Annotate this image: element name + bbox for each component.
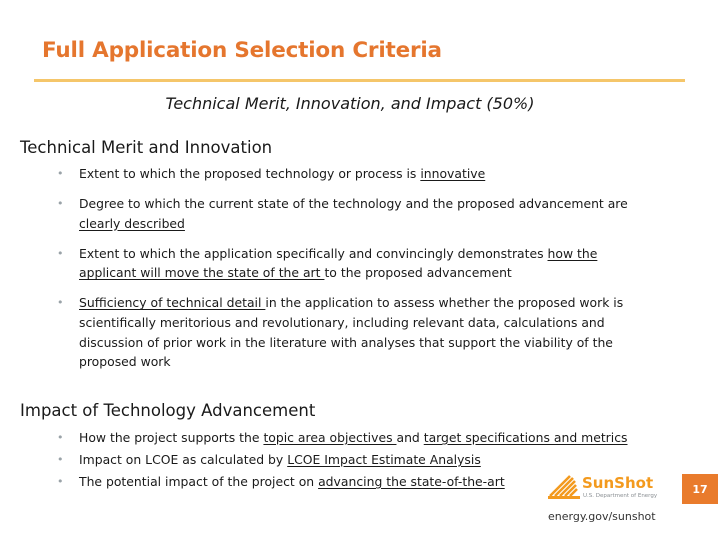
item-text-tail: in the application to assess whether the proposed work is scientifically meritorious and revolutionary, including relevant data, calculations and discussion of prior work in the literature with analyses that support the viability of the proposed work	[79, 295, 624, 370]
subtitle-text: Technical Merit, Innovation, and Impact (50%)	[165, 94, 535, 113]
item-underlined-text: Sufficiency of technical detail	[79, 295, 266, 311]
sun-rays-icon	[548, 476, 580, 499]
item-underlined-text: innovative	[420, 166, 486, 181]
bullet-icon: •	[57, 197, 64, 211]
list-item	[57, 293, 657, 371]
bullet-icon: •	[57, 167, 64, 180]
bullet-icon: •	[57, 431, 64, 444]
item-text: The potential impact of the project on	[79, 474, 319, 489]
item-underlined-text: how the applicant will move the state of the art	[79, 245, 598, 281]
footer-url: energy.gov/sunshot	[548, 510, 656, 523]
logo-wordmark: SunShot	[582, 474, 654, 492]
section-heading-impact: Impact of Technology Advancement	[20, 401, 316, 420]
list-item	[57, 244, 657, 283]
sunshot-logo	[548, 468, 663, 502]
list-item	[57, 194, 657, 233]
item-text: Extent to which the application specifically and convincingly demonstrates	[79, 245, 548, 261]
list-item	[57, 428, 677, 448]
item-text-tail: to the proposed advancement	[324, 265, 512, 281]
page-number-badge: 17	[682, 474, 718, 504]
item-text: How the project supports the	[79, 430, 264, 445]
item-text: Degree to which the current state of the technology and the proposed advancement are	[79, 196, 628, 212]
logo-tagline: U.S. Department of Energy	[583, 493, 658, 499]
sunshot-logo-icon	[548, 468, 663, 502]
list-item	[57, 450, 677, 470]
item-text-mid: and	[396, 430, 424, 445]
list-item	[57, 164, 657, 184]
item-underlined-text: advancing the state-of-the-art	[318, 474, 505, 489]
technical-merit-list	[57, 164, 657, 382]
bullet-icon: •	[57, 246, 64, 260]
slide-subtitle	[0, 94, 700, 113]
section-heading-technical-merit: Technical Merit and Innovation	[20, 138, 273, 157]
item-underlined-text-2: target specifications and metrics	[423, 430, 628, 445]
item-text: Impact on LCOE as calculated by	[79, 452, 288, 467]
item-underlined-text: clearly described	[79, 215, 185, 231]
bullet-icon: •	[57, 453, 64, 466]
bullet-icon: •	[57, 296, 64, 310]
item-underlined-text: topic area objectives	[263, 430, 397, 445]
item-underlined-text: LCOE Impact Estimate Analysis	[287, 452, 481, 467]
bullet-icon: •	[57, 475, 64, 488]
title-divider	[34, 79, 685, 82]
item-text: Extent to which the proposed technology or process is	[79, 166, 421, 181]
slide-title: Full Application Selection Criteria	[42, 38, 442, 63]
